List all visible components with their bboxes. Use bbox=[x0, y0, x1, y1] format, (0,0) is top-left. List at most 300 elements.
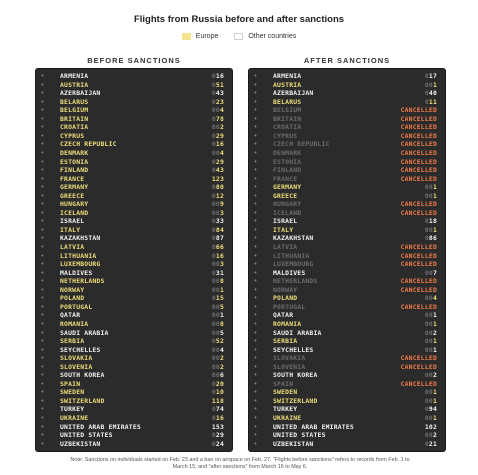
flight-row bbox=[249, 371, 445, 379]
country-label: GREECE bbox=[273, 191, 298, 200]
country-label: SLOVENIA bbox=[273, 362, 306, 371]
country-label: FINLAND bbox=[60, 166, 89, 175]
country-label: ISRAEL bbox=[60, 217, 85, 226]
flight-count: 153 bbox=[211, 422, 224, 431]
flight-count: 002 bbox=[211, 123, 224, 132]
flight-row bbox=[249, 192, 445, 200]
country-label: GREECE bbox=[60, 191, 85, 200]
flight-row bbox=[36, 226, 232, 234]
flight-count: CANCELLED bbox=[400, 379, 437, 388]
country-label: FRANCE bbox=[273, 174, 298, 183]
flight-row bbox=[249, 81, 445, 89]
airplane-icon: ✈ bbox=[254, 389, 258, 396]
airplane-icon: ✈ bbox=[41, 278, 45, 285]
airplane-icon: ✈ bbox=[254, 286, 258, 293]
flight-count: 017 bbox=[424, 72, 437, 80]
airplane-icon: ✈ bbox=[254, 141, 258, 148]
country-label: LUXEMBOURG bbox=[60, 260, 101, 269]
airplane-icon: ✈ bbox=[41, 397, 45, 404]
country-label: SOUTH KOREA bbox=[60, 371, 105, 380]
country-label: SEYCHELLES bbox=[60, 345, 101, 354]
flight-row bbox=[249, 431, 445, 439]
flight-count: CANCELLED bbox=[400, 174, 437, 183]
flight-count: 002 bbox=[424, 371, 437, 380]
airplane-icon: ✈ bbox=[254, 73, 258, 79]
flight-row bbox=[249, 183, 445, 191]
flight-count: 029 bbox=[211, 131, 224, 140]
airplane-icon: ✈ bbox=[254, 278, 258, 285]
airplane-icon: ✈ bbox=[41, 423, 45, 430]
airplane-icon: ✈ bbox=[41, 115, 45, 122]
flight-row bbox=[36, 132, 232, 140]
flight-row bbox=[36, 115, 232, 123]
flight-count: 001 bbox=[424, 414, 437, 422]
country-label: HUNGARY bbox=[60, 200, 89, 209]
flight-count: 001 bbox=[424, 191, 437, 200]
flight-row bbox=[249, 337, 445, 345]
flight-row bbox=[249, 217, 445, 225]
flight-count: 040 bbox=[424, 89, 437, 98]
flight-row bbox=[249, 303, 445, 311]
flight-count: 008 bbox=[211, 319, 224, 328]
before-sanctions-board bbox=[35, 68, 233, 452]
flight-row bbox=[36, 397, 232, 405]
flight-count: CANCELLED bbox=[400, 302, 437, 311]
flight-count: 020 bbox=[211, 379, 224, 388]
country-label: DENMARK bbox=[60, 148, 89, 157]
country-label: BELGIUM bbox=[60, 106, 89, 115]
flight-row bbox=[249, 149, 445, 157]
country-label: HUNGARY bbox=[273, 200, 302, 209]
airplane-icon: ✈ bbox=[254, 423, 258, 430]
country-label: QATAR bbox=[60, 311, 81, 320]
country-label: MALDIVES bbox=[273, 268, 306, 277]
country-label: LITHUANIA bbox=[60, 251, 97, 260]
airplane-icon: ✈ bbox=[41, 184, 45, 191]
flight-count: 011 bbox=[424, 97, 437, 106]
flight-count: 015 bbox=[211, 294, 224, 303]
country-label: AZERBAIJAN bbox=[60, 89, 101, 98]
airplane-icon: ✈ bbox=[254, 98, 258, 105]
airplane-icon: ✈ bbox=[41, 415, 45, 421]
country-label: GERMANY bbox=[60, 183, 89, 192]
flight-count: 029 bbox=[211, 431, 224, 440]
country-label: ITALY bbox=[273, 225, 294, 234]
airplane-icon: ✈ bbox=[254, 209, 258, 216]
country-label: ISRAEL bbox=[273, 217, 298, 226]
flight-count: CANCELLED bbox=[400, 243, 437, 251]
country-label: UZBEKISTAN bbox=[60, 439, 101, 448]
flight-row bbox=[36, 363, 232, 371]
country-label: SERBIA bbox=[60, 337, 85, 346]
flight-row bbox=[36, 311, 232, 319]
airplane-icon: ✈ bbox=[254, 269, 258, 276]
flight-row bbox=[36, 234, 232, 242]
flight-row bbox=[249, 423, 445, 431]
airplane-icon: ✈ bbox=[41, 158, 45, 165]
airplane-icon: ✈ bbox=[254, 380, 258, 387]
airplane-icon: ✈ bbox=[254, 363, 258, 370]
flight-row bbox=[36, 303, 232, 311]
country-label: FRANCE bbox=[60, 174, 85, 183]
country-label: SWEDEN bbox=[60, 388, 85, 397]
country-label: UNITED STATES bbox=[273, 431, 326, 440]
country-label: NETHERLANDS bbox=[273, 277, 318, 286]
country-label: BELARUS bbox=[60, 97, 89, 106]
airplane-icon: ✈ bbox=[254, 355, 258, 362]
airplane-icon: ✈ bbox=[41, 209, 45, 216]
airplane-icon: ✈ bbox=[254, 415, 258, 421]
flight-row bbox=[36, 380, 232, 388]
airplane-icon: ✈ bbox=[254, 252, 258, 259]
country-label: SWITZERLAND bbox=[273, 396, 318, 405]
flight-row bbox=[36, 294, 232, 302]
airplane-icon: ✈ bbox=[41, 167, 45, 174]
flight-count: 024 bbox=[211, 439, 224, 448]
flight-row bbox=[249, 294, 445, 302]
flight-row bbox=[249, 243, 445, 251]
airplane-icon: ✈ bbox=[254, 320, 258, 327]
flight-count: 002 bbox=[211, 354, 224, 363]
airplane-icon: ✈ bbox=[254, 303, 258, 310]
country-label: SWITZERLAND bbox=[60, 396, 105, 405]
country-label: SEYCHELLES bbox=[273, 345, 314, 354]
airplane-icon: ✈ bbox=[41, 372, 45, 379]
airplane-icon: ✈ bbox=[41, 338, 45, 345]
flight-count: CANCELLED bbox=[400, 166, 437, 175]
country-label: BELGIUM bbox=[273, 106, 302, 115]
flight-count: 123 bbox=[211, 174, 224, 183]
country-label: NETHERLANDS bbox=[60, 277, 105, 286]
flight-count: 094 bbox=[424, 405, 437, 414]
airplane-icon: ✈ bbox=[254, 346, 258, 353]
airplane-icon: ✈ bbox=[254, 338, 258, 345]
country-label: CROATIA bbox=[60, 123, 89, 132]
flight-row bbox=[249, 98, 445, 106]
airplane-icon: ✈ bbox=[254, 218, 258, 225]
country-label: SAUDI ARABIA bbox=[60, 328, 109, 337]
flight-row bbox=[249, 252, 445, 260]
flight-count: 008 bbox=[211, 277, 224, 286]
country-label: ICELAND bbox=[60, 208, 89, 217]
country-label: PORTUGAL bbox=[273, 302, 306, 311]
flight-row bbox=[36, 354, 232, 362]
legend-item-other bbox=[234, 33, 296, 40]
airplane-icon: ✈ bbox=[41, 346, 45, 353]
flight-count: 001 bbox=[424, 80, 437, 89]
country-label: ARMENIA bbox=[60, 72, 89, 80]
flight-count: 007 bbox=[424, 268, 437, 277]
airplane-icon: ✈ bbox=[254, 107, 258, 114]
flight-row bbox=[36, 388, 232, 396]
flight-row bbox=[36, 269, 232, 277]
flight-row bbox=[249, 123, 445, 131]
flight-count: 043 bbox=[211, 166, 224, 175]
before-panel-title: BEFORE SANCTIONS bbox=[87, 56, 181, 65]
flight-count: CANCELLED bbox=[400, 157, 437, 166]
flight-count: 001 bbox=[424, 183, 437, 192]
flight-count: 051 bbox=[211, 80, 224, 89]
flight-count: 001 bbox=[424, 225, 437, 234]
airplane-icon: ✈ bbox=[41, 98, 45, 105]
flight-count: 016 bbox=[211, 72, 224, 80]
country-label: GERMANY bbox=[273, 183, 302, 192]
legend bbox=[0, 33, 478, 40]
flight-row bbox=[36, 440, 232, 448]
flight-count: 102 bbox=[424, 422, 437, 431]
flight-row bbox=[36, 286, 232, 294]
flight-count: 029 bbox=[211, 157, 224, 166]
airplane-icon: ✈ bbox=[41, 107, 45, 114]
flight-count: 004 bbox=[211, 345, 224, 354]
flight-row bbox=[249, 269, 445, 277]
airplane-icon: ✈ bbox=[254, 124, 258, 131]
flight-row bbox=[36, 149, 232, 157]
flight-count: 018 bbox=[424, 217, 437, 226]
country-label: LATVIA bbox=[273, 243, 298, 251]
country-label: LITHUANIA bbox=[273, 251, 310, 260]
flight-row bbox=[249, 363, 445, 371]
flight-count: 001 bbox=[211, 285, 224, 294]
flight-count: 043 bbox=[211, 89, 224, 98]
airplane-icon: ✈ bbox=[254, 406, 258, 413]
flight-row bbox=[249, 388, 445, 396]
flight-count: CANCELLED bbox=[400, 148, 437, 157]
country-label: ROMANIA bbox=[60, 319, 89, 328]
flight-count: 001 bbox=[424, 396, 437, 405]
flight-row bbox=[249, 311, 445, 319]
flight-count: 052 bbox=[211, 337, 224, 346]
flight-count: CANCELLED bbox=[400, 260, 437, 269]
country-label: LUXEMBOURG bbox=[273, 260, 314, 269]
country-label: SLOVAKIA bbox=[60, 354, 93, 363]
flight-row bbox=[36, 209, 232, 217]
flight-count: 021 bbox=[424, 439, 437, 448]
legend-label-europe: Europe bbox=[195, 33, 219, 40]
flight-row bbox=[249, 226, 445, 234]
country-label: ESTONIA bbox=[60, 157, 89, 166]
flight-count: CANCELLED bbox=[400, 354, 437, 363]
country-label: MALDIVES bbox=[60, 268, 93, 277]
country-label: CZECH REPUBLIC bbox=[273, 140, 330, 149]
flight-count: 002 bbox=[424, 431, 437, 440]
flight-row bbox=[249, 140, 445, 148]
country-label: ITALY bbox=[60, 225, 81, 234]
country-label: SLOVENIA bbox=[60, 362, 93, 371]
country-label: FINLAND bbox=[273, 166, 302, 175]
flight-row bbox=[36, 423, 232, 431]
country-label: CZECH REPUBLIC bbox=[60, 140, 117, 149]
country-label: UNITED ARAB EMIRATES bbox=[273, 422, 354, 431]
flight-row bbox=[249, 200, 445, 208]
flight-row bbox=[249, 115, 445, 123]
country-label: BRITAIN bbox=[60, 114, 89, 123]
country-label: CYPRUS bbox=[273, 131, 298, 140]
flight-row bbox=[36, 140, 232, 148]
flight-count: 086 bbox=[424, 234, 437, 243]
country-label: CYPRUS bbox=[60, 131, 85, 140]
flight-count: 004 bbox=[211, 148, 224, 157]
airplane-icon: ✈ bbox=[41, 440, 45, 447]
after-sanctions-board bbox=[248, 68, 446, 452]
airplane-icon: ✈ bbox=[41, 175, 45, 182]
legend-item-europe bbox=[182, 33, 219, 40]
airplane-icon: ✈ bbox=[254, 226, 258, 233]
airplane-icon: ✈ bbox=[254, 440, 258, 447]
flight-row bbox=[249, 354, 445, 362]
airplane-icon: ✈ bbox=[41, 261, 45, 268]
airplane-icon: ✈ bbox=[254, 201, 258, 208]
flight-count: 080 bbox=[211, 183, 224, 192]
flight-row bbox=[249, 320, 445, 328]
airplane-icon: ✈ bbox=[254, 81, 258, 88]
country-label: NORWAY bbox=[60, 285, 85, 294]
country-label: SLOVAKIA bbox=[273, 354, 306, 363]
flight-row bbox=[249, 414, 445, 422]
airplane-icon: ✈ bbox=[41, 303, 45, 310]
flight-row bbox=[36, 260, 232, 268]
flight-row bbox=[249, 175, 445, 183]
flight-row bbox=[249, 132, 445, 140]
country-label: DENMARK bbox=[273, 148, 302, 157]
airplane-icon: ✈ bbox=[254, 372, 258, 379]
airplane-icon: ✈ bbox=[254, 184, 258, 191]
flight-count: CANCELLED bbox=[400, 106, 437, 115]
flight-count: CANCELLED bbox=[400, 285, 437, 294]
country-label: ESTONIA bbox=[273, 157, 302, 166]
country-label: ROMANIA bbox=[273, 319, 302, 328]
country-label: UKRAINE bbox=[60, 414, 89, 422]
flight-count: 004 bbox=[211, 106, 224, 115]
airplane-icon: ✈ bbox=[41, 235, 45, 242]
flight-row bbox=[36, 106, 232, 114]
flight-count: 002 bbox=[211, 362, 224, 371]
flight-row bbox=[36, 89, 232, 97]
flight-count: 031 bbox=[211, 268, 224, 277]
flight-count: 078 bbox=[211, 114, 224, 123]
flight-row bbox=[36, 277, 232, 285]
flight-count: 074 bbox=[211, 405, 224, 414]
airplane-icon: ✈ bbox=[41, 81, 45, 88]
flight-count: CANCELLED bbox=[400, 251, 437, 260]
country-label: TURKEY bbox=[60, 405, 85, 414]
country-label: ARMENIA bbox=[273, 72, 302, 80]
flight-row bbox=[36, 72, 232, 80]
flight-count: 012 bbox=[211, 191, 224, 200]
airplane-icon: ✈ bbox=[254, 432, 258, 439]
airplane-icon: ✈ bbox=[41, 389, 45, 396]
flight-row bbox=[36, 431, 232, 439]
flight-row bbox=[249, 234, 445, 242]
airplane-icon: ✈ bbox=[254, 132, 258, 139]
country-label: KAZAKHSTAN bbox=[60, 234, 101, 243]
airplane-icon: ✈ bbox=[254, 158, 258, 165]
airplane-icon: ✈ bbox=[254, 312, 258, 319]
flight-count: 001 bbox=[211, 311, 224, 320]
country-label: QATAR bbox=[273, 311, 294, 320]
airplane-icon: ✈ bbox=[254, 115, 258, 122]
flight-count: CANCELLED bbox=[400, 140, 437, 149]
country-label: TURKEY bbox=[273, 405, 298, 414]
flight-row bbox=[36, 98, 232, 106]
flight-row bbox=[249, 209, 445, 217]
flight-row bbox=[36, 243, 232, 251]
flight-count: CANCELLED bbox=[400, 131, 437, 140]
country-label: SPAIN bbox=[60, 379, 81, 388]
airplane-icon: ✈ bbox=[41, 286, 45, 293]
airplane-icon: ✈ bbox=[41, 380, 45, 387]
legend-label-other: Other countries bbox=[248, 33, 297, 40]
flight-row bbox=[249, 158, 445, 166]
airplane-icon: ✈ bbox=[254, 244, 258, 250]
country-label: AUSTRIA bbox=[60, 80, 89, 89]
flight-count: CANCELLED bbox=[400, 114, 437, 123]
airplane-icon: ✈ bbox=[254, 90, 258, 97]
chart-title: Flights from Russia before and after sanctions bbox=[133, 14, 345, 25]
airplane-icon: ✈ bbox=[254, 329, 258, 336]
airplane-icon: ✈ bbox=[41, 124, 45, 131]
airplane-icon: ✈ bbox=[254, 235, 258, 242]
legend-swatch-other bbox=[234, 33, 243, 40]
flight-row bbox=[249, 329, 445, 337]
flight-count: 084 bbox=[211, 225, 224, 234]
flight-count: 066 bbox=[211, 243, 224, 251]
airplane-icon: ✈ bbox=[41, 320, 45, 327]
flight-count: 016 bbox=[211, 140, 224, 149]
flight-row bbox=[36, 166, 232, 174]
country-label: SWEDEN bbox=[273, 388, 298, 397]
airplane-icon: ✈ bbox=[41, 269, 45, 276]
flight-row bbox=[36, 371, 232, 379]
flight-row bbox=[36, 414, 232, 422]
flight-row bbox=[249, 277, 445, 285]
airplane-icon: ✈ bbox=[41, 363, 45, 370]
airplane-icon: ✈ bbox=[254, 167, 258, 174]
flight-count: 010 bbox=[211, 388, 224, 397]
flight-count: 001 bbox=[424, 319, 437, 328]
country-label: PORTUGAL bbox=[60, 302, 93, 311]
airplane-icon: ✈ bbox=[254, 261, 258, 268]
airplane-icon: ✈ bbox=[41, 201, 45, 208]
flight-count: 001 bbox=[424, 345, 437, 354]
flight-count: 005 bbox=[211, 328, 224, 337]
country-label: UNITED ARAB EMIRATES bbox=[60, 422, 141, 431]
flight-count: 009 bbox=[211, 200, 224, 209]
country-label: ICELAND bbox=[273, 208, 302, 217]
legend-swatch-europe bbox=[182, 33, 191, 40]
flight-count: 023 bbox=[211, 97, 224, 106]
airplane-icon: ✈ bbox=[41, 432, 45, 439]
airplane-icon: ✈ bbox=[41, 141, 45, 148]
flight-row bbox=[249, 405, 445, 413]
flight-count: 002 bbox=[424, 328, 437, 337]
flight-count: CANCELLED bbox=[400, 200, 437, 209]
airplane-icon: ✈ bbox=[254, 192, 258, 199]
flight-row bbox=[249, 89, 445, 97]
flight-row bbox=[36, 123, 232, 131]
flight-row bbox=[249, 397, 445, 405]
airplane-icon: ✈ bbox=[41, 192, 45, 199]
country-label: BELARUS bbox=[273, 97, 302, 106]
country-label: KAZAKHSTAN bbox=[273, 234, 314, 243]
airplane-icon: ✈ bbox=[41, 295, 45, 302]
footnote: Note: Sanctions on individuals started on Feb. 23 and a ban on airspace on Feb. 27. "Flights before sanctions" refers to records from Feb. 1 to March 15, and "after sanctions" from March 16 to May 6. bbox=[70, 457, 410, 470]
flight-row bbox=[36, 183, 232, 191]
flight-row bbox=[249, 346, 445, 354]
flight-count: 016 bbox=[211, 414, 224, 422]
flight-count: 033 bbox=[211, 217, 224, 226]
flight-row bbox=[249, 72, 445, 80]
